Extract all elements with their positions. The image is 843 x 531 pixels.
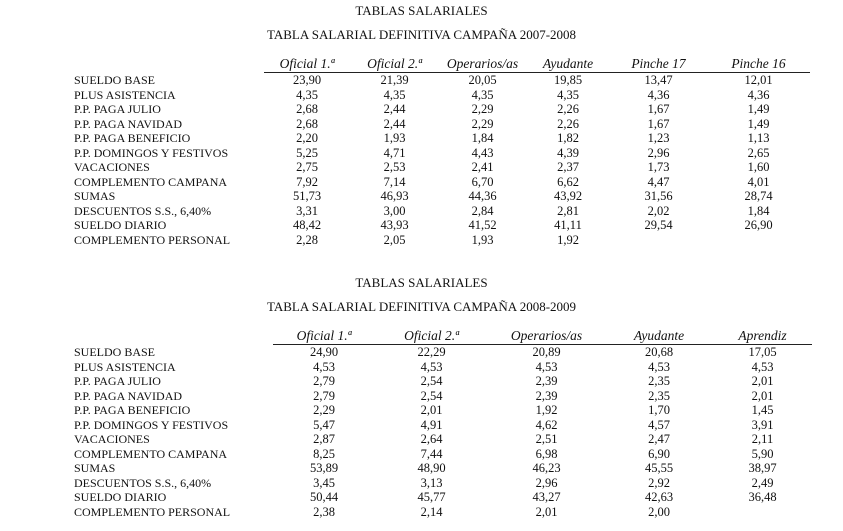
value-cell: 43,27 [532,490,561,504]
column-header: Oficial 2.ª [375,328,488,345]
column-header: Oficial 1.ª [264,56,350,73]
table-row [74,490,812,505]
value-cell: 4,39 [557,145,579,160]
table-row [74,505,812,520]
value-cell: 2,65 [747,145,770,160]
value-cell: 2,41 [471,160,494,174]
value-cell: 45,55 [644,461,674,475]
value-cell: 1,92 [535,403,558,417]
value-cell: 4,36 [747,87,770,102]
value-cell: 36,48 [748,490,777,504]
value-cell: 17,05 [748,345,777,359]
value-cell: 2,29 [471,102,494,116]
table-row [74,102,810,117]
value-cell: 2,44 [383,102,406,116]
value-cell: 6,90 [648,446,670,461]
table-row [74,403,812,418]
section2-subtitle: TABLA SALARIAL DEFINITIVA CAMPAÑA 2008-2009 [266,299,577,314]
column-header: Pinche 17 [610,56,707,73]
value-cell: 31,56 [644,189,673,203]
value-cell: 2,44 [383,116,406,131]
value-cell: 2,26 [557,116,579,131]
value-cell: 1,93 [383,131,406,145]
value-cell: 2,96 [535,475,558,490]
table-row [74,175,810,190]
value-cell: 28,74 [744,189,773,203]
value-cell: 7,14 [383,174,406,189]
value-cell: 4,35 [383,87,406,102]
value-cell: 5,90 [751,446,774,461]
value-cell: 1,92 [557,232,579,247]
table-row [74,189,810,204]
value-cell: 6,70 [471,174,494,189]
value-cell: 2,92 [648,475,670,490]
value-cell: 2,35 [648,388,670,403]
value-cell: 45,77 [417,490,446,504]
table-row [74,146,810,161]
row-label: SUELDO DIARIO [74,490,167,504]
header-row [74,56,810,73]
value-cell: 3,45 [313,475,335,490]
value-cell: 4,01 [747,174,770,189]
value-cell: 22,29 [417,345,446,359]
value-cell: 19,85 [553,73,583,87]
value-cell: 1,82 [557,131,579,145]
value-cell: 46,93 [380,189,409,203]
value-cell: 1,84 [471,131,494,145]
value-cell: 2,79 [313,374,335,388]
value-cell: 2,39 [535,388,558,403]
value-cell: 2,01 [535,504,558,519]
value-cell [713,505,812,520]
table-row [74,374,812,389]
value-cell: 2,39 [535,374,558,388]
value-cell: 6,98 [535,446,558,461]
value-cell: 2,26 [557,102,579,116]
value-cell: 3,91 [751,417,774,432]
value-cell: 2,37 [557,160,579,174]
value-cell: 29,54 [644,218,673,232]
value-cell: 8,25 [313,446,335,461]
value-cell: 2,68 [296,116,318,131]
value-cell: 2,47 [648,432,670,446]
value-cell: 2,01 [751,388,774,403]
value-cell: 2,68 [296,102,318,116]
value-cell: 2,54 [420,374,443,388]
value-cell: 4,62 [535,417,558,432]
row-label: P.P. PAGA NAVIDAD [74,116,183,131]
table-row [74,218,810,233]
row-label: COMPLEMENTO PERSONAL [74,504,231,519]
value-cell: 7,92 [296,174,318,189]
value-cell: 41,11 [554,218,582,232]
value-cell: 2,14 [420,504,443,519]
value-cell: 4,43 [471,145,494,160]
value-cell: 5,25 [296,145,318,160]
value-cell: 51,73 [292,189,322,203]
value-cell: 38,97 [748,461,777,475]
table-row [74,88,810,103]
column-header: Ayudante [526,56,610,73]
row-label: VACACIONES [74,432,150,446]
table-row [74,447,812,462]
column-header: Aprendiz [713,328,812,345]
value-cell: 46,23 [532,461,561,475]
value-cell: 2,29 [313,403,335,417]
value-cell: 3,00 [383,203,406,218]
table-row [74,461,812,476]
value-cell: 2,64 [420,432,443,446]
value-cell [707,233,810,248]
salary-table-2008-2009 [74,328,812,519]
row-label: COMPLEMENTO CAMPANA [74,174,228,189]
value-cell: 4,57 [648,417,670,432]
column-header: Operarios/as [439,56,526,73]
value-cell: 4,53 [751,359,774,374]
row-label: P.P. PAGA BENEFICIO [74,131,191,145]
section2-title: TABLAS SALARIALES [355,275,488,290]
table-row [74,117,810,132]
value-cell: 2,81 [557,203,579,218]
value-cell: 1,93 [471,232,494,247]
value-cell: 23,90 [292,73,322,87]
row-label: VACACIONES [74,160,150,174]
salary-table-2007-2008 [74,56,810,247]
row-label: COMPLEMENTO CAMPANA [74,446,228,461]
row-label: P.P. PAGA BENEFICIO [74,403,191,417]
value-cell: 4,47 [647,174,670,189]
row-label: PLUS ASISTENCIA [74,359,176,374]
value-cell: 3,13 [420,475,443,490]
value-cell: 26,90 [744,218,773,232]
value-cell: 2,20 [296,131,318,145]
table-row [74,131,810,146]
value-cell: 1,60 [747,160,770,174]
value-cell: 4,91 [420,417,443,432]
value-cell: 1,49 [747,102,770,116]
value-cell: 2,96 [647,145,670,160]
table-row [74,160,810,175]
value-cell: 2,87 [313,432,335,446]
table-row [74,432,812,447]
row-label: P.P. PAGA NAVIDAD [74,388,183,403]
table-row [74,204,810,219]
row-label: DESCUENTOS S.S., 6,40% [74,203,212,218]
row-label: SUELDO DIARIO [74,218,167,232]
value-cell: 5,47 [313,417,335,432]
column-header: Oficial 1.ª [273,328,375,345]
value-cell: 2,28 [296,232,318,247]
row-label: P.P. DOMINGOS Y FESTIVOS [74,145,229,160]
section1-title: TABLAS SALARIALES [355,3,488,18]
value-cell: 2,01 [751,374,774,388]
value-cell: 6,62 [557,174,579,189]
row-label: SUMAS [74,461,116,475]
value-cell: 2,02 [647,203,670,218]
value-cell [610,233,707,248]
value-cell: 1,73 [647,160,670,174]
value-cell: 4,53 [535,359,558,374]
table-row [74,389,812,404]
value-cell: 20,68 [644,345,674,359]
row-label: P.P. DOMINGOS Y FESTIVOS [74,417,229,432]
row-label: P.P. PAGA JULIO [74,102,161,116]
header-row [74,328,812,345]
value-cell: 2,35 [648,374,670,388]
column-header: Operarios/as [488,328,605,345]
row-label: P.P. PAGA JULIO [74,374,161,388]
value-cell: 1,84 [747,203,770,218]
column-header: Ayudante [605,328,713,345]
value-cell: 13,47 [644,73,673,87]
value-cell: 48,90 [417,461,446,475]
value-cell: 1,23 [647,131,670,145]
header-blank-cell [74,328,273,345]
value-cell: 2,49 [751,475,774,490]
value-cell: 2,29 [471,116,494,131]
table-row [74,345,812,360]
value-cell: 1,70 [648,403,670,417]
value-cell: 1,49 [747,116,770,131]
value-cell: 2,01 [420,403,443,417]
value-cell: 1,67 [647,102,670,116]
value-cell: 2,51 [535,432,558,446]
value-cell: 1,67 [647,116,670,131]
table-row [74,418,812,433]
value-cell: 48,42 [292,218,322,232]
value-cell: 2,79 [313,388,335,403]
value-cell: 4,53 [420,359,443,374]
row-label: PLUS ASISTENCIA [74,87,176,102]
value-cell: 20,89 [532,345,561,359]
value-cell: 2,38 [313,504,335,519]
value-cell: 21,39 [380,73,409,87]
header-blank-cell [74,56,264,73]
row-label: COMPLEMENTO PERSONAL [74,232,231,247]
value-cell: 4,35 [471,87,494,102]
table-row [74,233,810,248]
value-cell: 12,01 [744,73,773,87]
value-cell: 43,92 [553,189,583,203]
column-header: Pinche 16 [707,56,810,73]
value-cell: 50,44 [309,490,339,504]
value-cell: 20,05 [468,73,497,87]
value-cell: 4,53 [313,359,335,374]
row-label: SUELDO BASE [74,344,156,359]
section1-subtitle: TABLA SALARIAL DEFINITIVA CAMPAÑA 2007-2008 [266,27,577,42]
value-cell: 42,63 [644,490,674,504]
value-cell: 24,90 [309,345,339,359]
column-header: Oficial 2.ª [350,56,439,73]
value-cell: 4,53 [648,359,670,374]
table-row [74,360,812,375]
value-cell: 2,84 [471,203,494,218]
row-label: DESCUENTOS S.S., 6,40% [74,475,212,490]
value-cell: 1,45 [751,403,774,417]
value-cell: 4,36 [647,87,670,102]
value-cell: 2,54 [420,388,443,403]
table-row [74,73,810,88]
value-cell: 4,35 [296,87,318,102]
value-cell: 44,36 [468,189,497,203]
row-label: SUMAS [74,189,116,203]
table-row [74,476,812,491]
value-cell: 53,89 [309,461,339,475]
value-cell: 4,35 [557,87,579,102]
value-cell: 2,75 [296,160,318,174]
value-cell: 2,11 [751,432,774,446]
value-cell: 1,13 [747,131,770,145]
value-cell: 2,53 [383,160,406,174]
value-cell: 2,00 [648,504,670,519]
value-cell: 7,44 [420,446,443,461]
value-cell: 41,52 [468,218,497,232]
value-cell: 3,31 [296,203,318,218]
value-cell: 43,93 [380,218,409,232]
value-cell: 4,71 [383,145,406,160]
row-label: SUELDO BASE [74,72,156,87]
value-cell: 2,05 [383,232,406,247]
